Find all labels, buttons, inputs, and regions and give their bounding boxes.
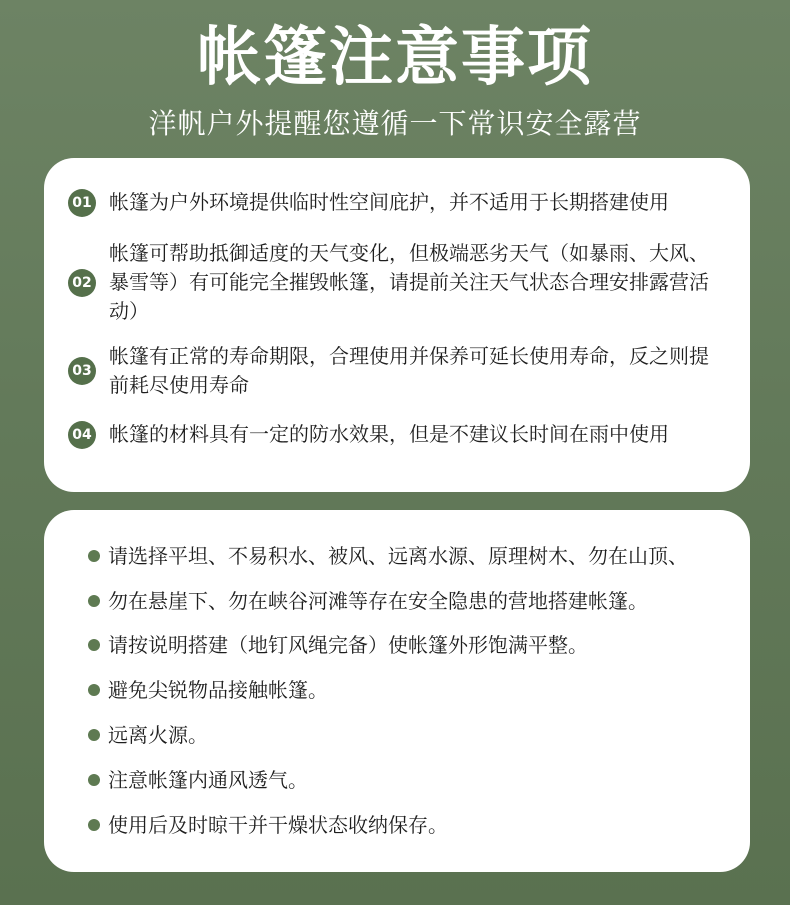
bullet-dot-icon [88, 595, 100, 607]
tip-text: 帐篷可帮助抵御适度的天气变化，但极端恶劣天气（如暴雨、大风、暴雪等）有可能完全摧毁帐篷，请提前关注天气状态合理安排露营活动） [109, 241, 709, 323]
guideline-item [88, 586, 728, 616]
tip-number-badge: 01 [68, 189, 96, 217]
bullet-dot-icon [88, 819, 100, 831]
page-title: 帐篷注意事项 [197, 21, 593, 95]
tip-item [68, 188, 728, 217]
tip-item [68, 420, 728, 449]
bullet-dot-icon [88, 684, 100, 696]
page-subtitle: 洋帆户外提醒您遵循一下常识安全露营 [148, 107, 642, 140]
tip-text: 帐篷的材料具有一定的防水效果，但是不建议长时间在雨中使用 [109, 422, 669, 446]
tip-item [68, 239, 728, 326]
guideline-item [88, 765, 728, 795]
guideline-item [88, 541, 728, 571]
tip-item [68, 342, 728, 400]
guideline-item [88, 720, 728, 750]
tips-card [44, 158, 750, 492]
guideline-item [88, 630, 728, 660]
guideline-text: 注意帐篷内通风透气。 [108, 768, 308, 792]
guideline-text: 避免尖锐物品接触帐篷。 [108, 678, 328, 702]
tip-text: 帐篷有正常的寿命期限，合理使用并保养可延长使用寿命，反之则提前耗尽使用寿命 [109, 344, 709, 397]
bullet-dot-icon [88, 550, 100, 562]
guideline-text: 使用后及时晾干并干燥状态收纳保存。 [108, 813, 448, 837]
tip-number-badge: 03 [68, 357, 96, 385]
guidelines-card [44, 510, 750, 872]
tip-text: 帐篷为户外环境提供临时性空间庇护，并不适用于长期搭建使用 [109, 190, 669, 214]
guideline-item [88, 675, 728, 705]
tip-number-badge: 02 [68, 269, 96, 297]
guideline-text: 请选择平坦、不易积水、被风、远离水源、原理树木、勿在山顶、 [108, 544, 688, 568]
bullet-dot-icon [88, 774, 100, 786]
guideline-text: 勿在悬崖下、勿在峡谷河滩等存在安全隐患的营地搭建帐篷。 [108, 589, 648, 613]
guideline-text: 请按说明搭建（地钉风绳完备）使帐篷外形饱满平整。 [108, 633, 588, 657]
bullet-dot-icon [88, 729, 100, 741]
bullet-dot-icon [88, 639, 100, 651]
guideline-text: 远离火源。 [108, 723, 208, 747]
tip-number-badge: 04 [68, 421, 96, 449]
guideline-item [88, 810, 728, 840]
